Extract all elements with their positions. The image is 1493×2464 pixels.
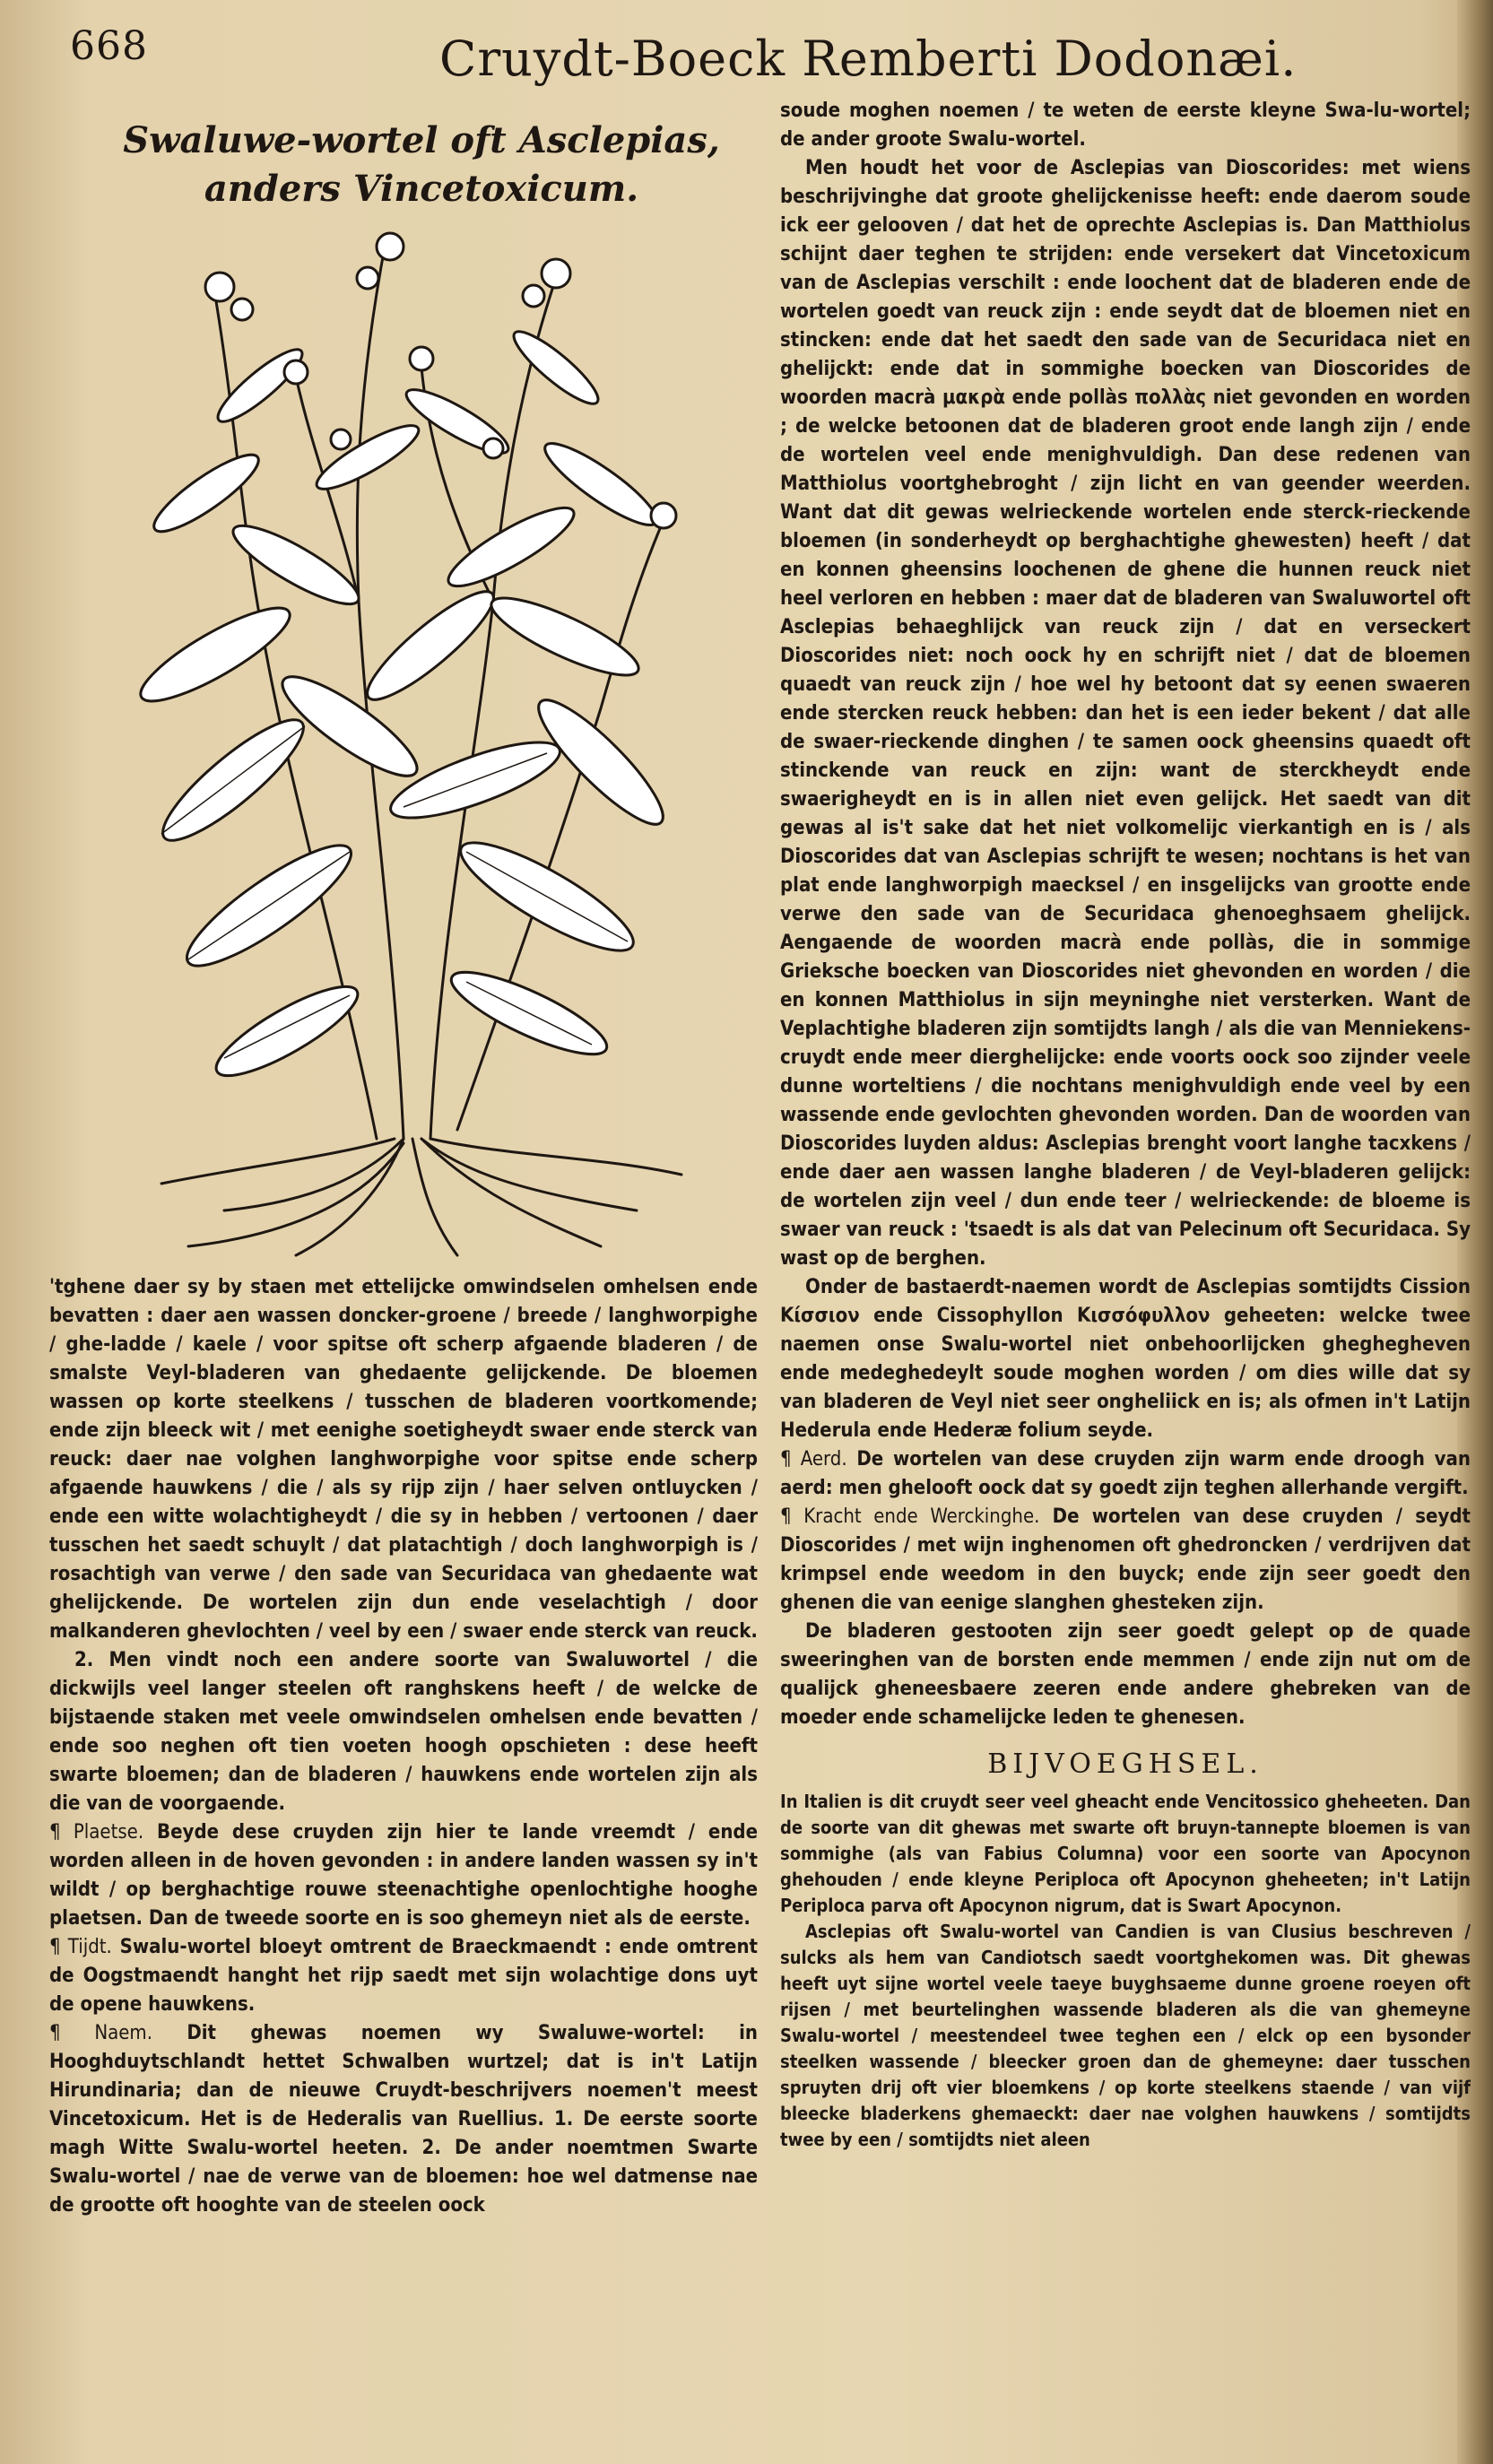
- article-title-line-1: Swaluwe-wortel oft Asclepias,: [123, 119, 720, 161]
- tijdt-label: ¶ Tijdt.: [49, 1936, 112, 1958]
- tijdt-text: Swalu-wortel bloeyt omtrent de Braeckmaendt : ende omtrent de Oogstmaendt hanght het rijp saedt met sijn wolachtige dons uyt de opene hauwkens.: [49, 1936, 759, 2016]
- tijdt-section: [49, 1933, 758, 2019]
- aerd-section: [780, 1445, 1471, 1503]
- kracht-section: [780, 1503, 1471, 1618]
- aerd-text: De wortelen van dese cruyden zijn warm ende droogh van aerd: men ghelooft oock dat sy goedt zijn teghen allerhande vergift.: [780, 1448, 1471, 1499]
- right-column: [780, 97, 1471, 2153]
- left-paragraph-2: 2. Men vindt noch een andere soorte van Swaluwortel / die dickwijls veel langer steelen oft ranghskens heeft / de welcke de bijstaende staken met veele omwindselen omhelsen ende bevatten / ende soo neghen oft tien voeten hoogh opschieten : dese heeft swarte bloemen; dan de bladeren / hauwkens ende wortelen zijn als die van de voorgaende.: [49, 1649, 758, 1815]
- naem-label: ¶ Naem.: [49, 2022, 152, 2044]
- naem-text: Dit ghewas noemen wy Swaluwe-wortel: in Hooghduytschlandt hettet Schwalben wurtzel; dat is in't Latijn Hirundinaria; dan de nieuwe Cruydt-beschrijvers noemen't meest Vincetoxicum. Het is de Hederalis van Ruellius. 1. De eerste soorte magh Witte Swalu-wortel heeten. 2. De ander noemtmen Swarte Swalu-wortel / nae de verwe van de bloemen: hoe wel datmense nae de grootte oft hooghte van de steelen oock: [49, 2022, 758, 2217]
- article-title-line-2: anders Vincetoxicum.: [204, 168, 639, 210]
- appendix-paragraph-2: Asclepias oft Swalu-wortel van Candien is van Clusius beschreven / sulcks als hem van Candiotsch saedt voortghekomen was. Dit ghewas heeft uyt sijne wortel veele taeye buyghsaeme dunne groene roeyen oft rijsen / met beurtelinghen wassende bladeren als die van ghemeyne Swalu-wortel / meestendeel twee teghen een / elck op een bysonder steelken wassende / bleecker groen dan de ghemeyne: daer tusschen spruyten drij oft vier bloemkens / op korte steelkens staende / van vijf bleecke bladerkens ghemaeckt: daer nae volghen hauwkens / somtijdts twee by een / somtijdts niet aleen: [780, 1921, 1471, 2150]
- plaetse-text: Beyde dese cruyden zijn hier te lande vreemdt / ende worden alleen in de hoven gevonden : in andere landen wassen sy in't wildt / op berghachtige rouwe steenachtighe openlochtighe hooghe plaetsen. Dan de tweede soorte en is soo ghemeyn niet als de eerste.: [49, 1821, 759, 1930]
- bladeren-paragraph: De bladeren gestooten zijn seer goedt gelept op de quade sweeringhen van de borsten ende memmen / ende zijn nut om de qualijck gheneesbaere zeeren ende andere ghebreken van de moeder ende schamelijcke leden te ghenesen.: [780, 1620, 1471, 1729]
- article-title: [117, 117, 726, 213]
- kracht-label: ¶ Kracht ende Werckinghe.: [780, 1505, 1040, 1528]
- aerd-label: ¶ Aerd.: [780, 1448, 847, 1471]
- plant-woodcut-illustration: [135, 224, 699, 1264]
- right-paragraph-3: Onder de bastaerdt-naemen wordt de Asclepias somtijdts Cission Κίσσιον ende Cissophyllon Κισσόφυλλον geheeten: welcke twee naemen onse Swalu-wortel niet onbehoorlijcken gheghegheven ende medeghedeylt soude moghen worden / om dies wille dat sy van bladeren de Veyl niet seer ongheliick en is; als ofmen in't Latijn Hederula ende Hederæ folium seyde.: [780, 1276, 1471, 1442]
- appendix-block: [780, 1789, 1471, 2153]
- plaetse-section: [49, 1818, 758, 1933]
- left-paragraph-1: 'tghene daer sy by staen met ettelijcke omwindselen omhelsen ende bevatten : daer aen wassen doncker-groene / breede / langhworpighe / ghe-ladde / kaele / voor spitse oft scherp afgaende bladeren / de smalste Veyl-bladeren van ghedaente gelijckende. De bloemen wassen op korte steelkens / tusschen de bladeren voortkomende; ende zijn bleeck wit / met eenighe soetigheydt swaer ende sterck van reuck: daer nae volghen langhworpighe voor spitse ende scherp afgaende hauwkens / die / als sy rijp zijn / haer selven ontluycken / ende een witte wolachtigheydt / die sy in hebben / vertoonen / daer tusschen het saedt schuylt / dat platachtigh / doch langhworpigh is / rosachtigh van verwe / den sade van Securidaca van ghedaente wat ghelijckende. De wortelen zijn dun ende veselachtigh / door malkanderen ghevlochten / veel by een / swaer ende sterck van reuck.: [49, 1276, 758, 1643]
- appendix-title: BIJVOEGHSEL.: [987, 1748, 1263, 1780]
- naem-section: [49, 2019, 758, 2220]
- left-column: [49, 1273, 758, 2220]
- kracht-text: De wortelen van dese cruyden / seydt Dioscorides / met wijn inghenomen oft ghedroncken / verdrijven dat krimpsel ende weedom in den buyck; ende zijn seer goedt den ghenen die van eenige slanghen ghesteken zijn.: [780, 1505, 1471, 1614]
- running-head: Cruydt-Boeck Remberti Dodonæi.: [439, 30, 1298, 87]
- plaetse-label: ¶ Plaetse.: [49, 1821, 144, 1844]
- right-paragraph-1: soude moghen noemen / te weten de eerste kleyne Swa-lu-wortel; de ander groote Swalu-wortel.: [780, 100, 1471, 151]
- appendix-paragraph-1: In Italien is dit cruydt seer veel gheacht ende Vencitossico gheheeten. Dan de soorte van dit ghewas met swarte oft bruyn-tannepte bloemen is van sommighe (als van Fabius Columna) voor een soorte van Apocynon ghehouden / ende kleyne Periploca oft Apocynon gheheeten; in't Latijn Periploca parva oft Apocynon nigrum, dat is Swart Apocynon.: [780, 1791, 1471, 1916]
- page-number: 668: [70, 23, 148, 69]
- right-paragraph-2: Men houdt het voor de Asclepias van Dioscorides: met wiens beschrijvinghe dat groote ghelijckenisse heeft: ende daerom soude ick eer gelooven / dat het de oprechte Asclepias is. Dan Matthiolus schijnt daer teghen te strijden: ende versekert dat Vincetoxicum van de Asclepias verschilt : ende loochent dat de bladeren ende de wortelen goedt van reuck zijn : ende seydt dat de bloemen niet en stincken: ende dat het saedt den sade van de Securidaca niet en ghelijckt: ende dat in sommighe boecken van Dioscorides de woorden macrà μακρὰ ende pollàs πολλὰς niet gevonden en worden ; de welcke betoonen dat de bladeren groot ende langh zijn / ende de wortelen veel ende menighvuldigh. Dan dese redenen van Matthiolus voortghebroght / zijn licht en van geender weerden. Want dat dit gewas welrieckende wortelen ende sterck-rieckende bloemen (in sonderheydt op berghachtighe ghewesten) heeft / dat en konnen gheensins loochenen de ghene die hunnen reuck niet heel verloren en hebben : maer dat de bladeren van Swaluwortel oft Asclepias behaeghlijck van reuck zijn / dat en verseckert Dioscorides niet: noch oock hy en schrijft niet / dat de bloemen quaedt van reuck zijn / hoe wel hy betoont dat sy eenen swaeren ende stercken reuck hebben: dan het is een ieder bekent / dat alle de swaer-rieckende dinghen / te samen oock gheensins quaedt oft stinckende van reuck en zijn: want de sterckheydt ende swaerigheydt en is in allen niet even gelijck. Het saedt van dit gewas al is't sake dat het niet volkomelijc vierkantigh en is / als Dioscorides dat van Asclepias schrijft te wesen; nochtans is het van plat ende langhworpigh maecksel / en insgelijcks van grootte ende verwe den sade van de Securidaca ghenoeghsaem ghelijck. Aengaende de woorden macrà ende pollàs, die in sommige Grieksche boecken van Dioscorides niet ghevonden en worden / die en konnen Matthiolus in sijn meyninghe niet versterken. Want de Veplachtighe bladeren zijn somtijdts langh / als die van Menniekens-cruydt ende meer dierghelijcke: ende voorts oock soo zijnder veele dunne worteltiens / die nochtans menighvuldigh ende veel by een wassende ende gevlochten ghevonden worden. Dan de woorden van Dioscorides luyden aldus: Asclepias brenght voort langhe tacxkens / ende daer aen wassen langhe bladeren / de Veyl-bladeren gelijck: de wortelen zijn veel / dun ende teer / welrieckende: de bloeme is swaer van reuck : 'tsaedt is als dat van Pelecinum oft Securidaca. Sy wast op de berghen.: [780, 157, 1471, 1270]
